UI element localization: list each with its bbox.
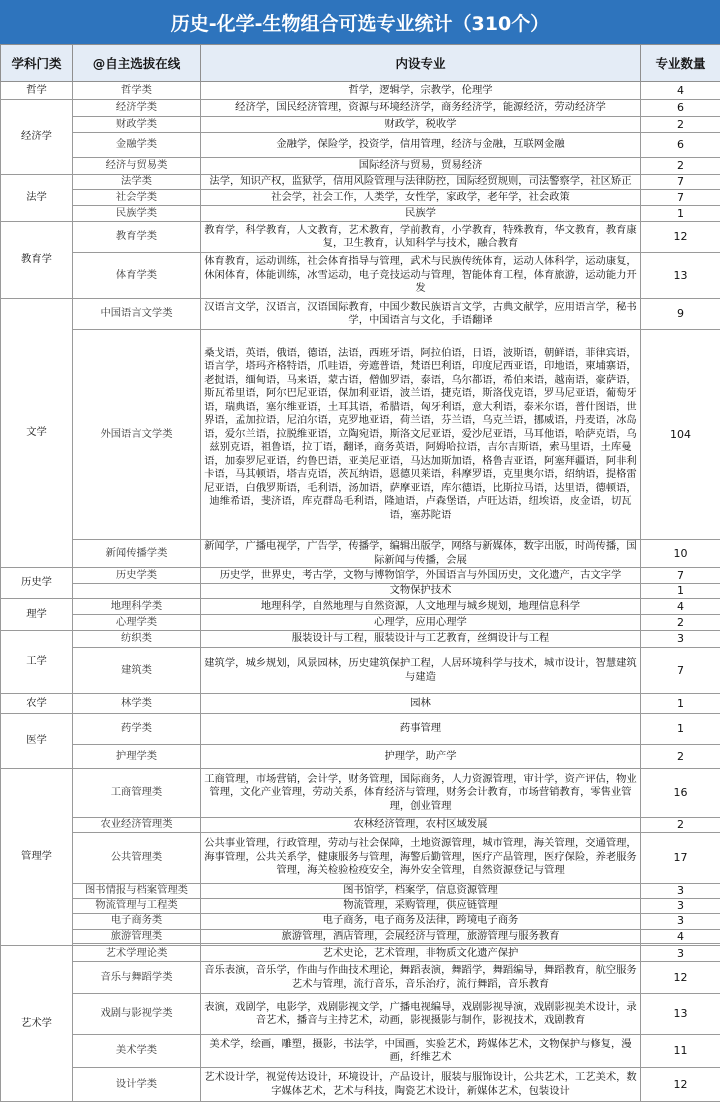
majors-cell: 农林经济管理，农村区域发展 xyxy=(201,818,641,833)
majors-cell: 桑戈语，英语，俄语，德语，法语，西班牙语，阿拉伯语，日语，波斯语，朝鲜语，菲律宾语，语言学，塔玛齐格特语，爪哇语，旁遮普语，梵语巴利语，印度尼西亚语，印地语，柬埔寨语，老挝语，缅甸语，马来语，蒙古语，僧伽罗语，泰语，乌尔都语，希伯来语，越南语，豪萨语，斯瓦希里语，阿尔巴尼亚语，保加利亚语，波兰语，捷克语，斯洛伐克语，罗马尼亚语，葡萄牙语，瑞典语，塞尔维亚语，土耳其语，希腊语，匈牙利语，意大利语，泰米尔语，普什图语，世界语，孟加拉语，尼泊尔语，克罗地亚语，荷兰语，芬兰语，乌克兰语，挪威语，丹麦语，冰岛语，爱尔兰语，拉脱维亚语，立陶宛语，斯洛文尼亚语，爱沙尼亚语，马耳他语，哈萨克语，乌兹别克语，祖鲁语，拉丁语，翻译，商务英语，阿姆哈拉语，吉尔吉斯语，索马里语，土库曼语，加泰罗尼亚语，约鲁巴语，亚美尼亚语，马达加斯加语，格鲁吉亚语，阿塞拜疆语，阿非利卡语，马其顿语，塔吉克语，茨瓦纳语，恩德贝莱语，科摩罗语，克里奥尔语，绍纳语，提格雷尼亚语，白俄罗斯语，毛利语，汤加语，萨摩亚语，库尔德语，比斯拉马语，达里语，德顿语，迪维希语，斐济语，库克群岛毛利语，隆迪语，卢森堡语，卢旺达语，纽埃语，皮金语，切瓦语，塞苏陀语 xyxy=(201,330,641,540)
table-row xyxy=(1,540,720,568)
count-cell: 3 xyxy=(641,946,720,962)
subcategory-cell: 新闻传播学类 xyxy=(73,540,201,568)
table-row xyxy=(1,100,720,117)
majors-cell: 历史学，世界史，考古学，文物与博物馆学，外国语言与外国历史，文化遗产，古文字学 xyxy=(201,568,641,584)
table-row xyxy=(1,599,720,615)
table-row xyxy=(1,82,720,100)
table-row xyxy=(1,714,720,745)
subcategory-cell: 美术学类 xyxy=(73,1035,201,1068)
count-cell: 1 xyxy=(641,694,720,714)
majors-cell: 物流管理，采购管理，供应链管理 xyxy=(201,898,641,913)
majors-cell: 法学，知识产权，监狱学，信用风险管理与法律防控，国际经贸规则，司法警察学，社区矫正 xyxy=(201,175,641,190)
subcategory-cell: 中国语言文学类 xyxy=(73,299,201,330)
majors-cell: 哲学，逻辑学，宗教学，伦理学 xyxy=(201,82,641,100)
discipline-cell: 经济学 xyxy=(1,100,73,175)
majors-cell: 社会学，社会工作，人类学，女性学，家政学，老年学，社会政策 xyxy=(201,190,641,206)
count-cell: 4 xyxy=(641,929,720,944)
header-discipline: 学科门类 xyxy=(1,45,73,82)
table-row xyxy=(1,962,720,994)
table-row xyxy=(1,190,720,206)
table-row xyxy=(1,584,720,599)
table-row xyxy=(1,694,720,714)
count-cell: 3 xyxy=(641,913,720,929)
subcategory-cell: 社会学类 xyxy=(73,190,201,206)
table-row xyxy=(1,883,720,898)
discipline-cell: 农学 xyxy=(1,694,73,714)
subcategory-cell: 历史学类 xyxy=(73,568,201,584)
discipline-cell: 教育学 xyxy=(1,222,73,299)
table-row xyxy=(1,898,720,913)
count-cell: 12 xyxy=(641,1068,720,1102)
majors-cell: 表演，戏剧学，电影学，戏剧影视文学，广播电视编导，戏剧影视导演，戏剧影视美术设计，录音艺术，播音与主持艺术，动画，影视摄影与制作，影视技术，戏剧教育 xyxy=(201,994,641,1035)
majors-cell: 药事管理 xyxy=(201,714,641,745)
majors-cell: 财政学，税收学 xyxy=(201,117,641,133)
discipline-cell: 法学 xyxy=(1,175,73,222)
majors-cell: 地理科学，自然地理与自然资源，人文地理与城乡规划，地理信息科学 xyxy=(201,599,641,615)
discipline-cell: 艺术学 xyxy=(1,946,73,1102)
subcategory-cell: 药学类 xyxy=(73,714,201,745)
table-row xyxy=(1,631,720,648)
table-row xyxy=(1,818,720,833)
count-cell: 2 xyxy=(641,615,720,631)
majors-cell: 民族学 xyxy=(201,206,641,222)
count-cell: 3 xyxy=(641,883,720,898)
count-cell: 7 xyxy=(641,175,720,190)
majors-cell: 体育教育，运动训练，社会体育指导与管理，武术与民族传统体育，运动人体科学，运动康复，休闲体育，体能训练，冰雪运动，电子竞技运动与管理，智能体育工程，体育旅游，运动能力开发 xyxy=(201,253,641,299)
table-row xyxy=(1,133,720,158)
count-cell: 9 xyxy=(641,299,720,330)
subcategory-cell: 地理科学类 xyxy=(73,599,201,615)
count-cell: 6 xyxy=(641,100,720,117)
majors-cell: 旅游管理，酒店管理，会展经济与管理，旅游管理与服务教育 xyxy=(201,929,641,944)
subcategory-cell: 体育学类 xyxy=(73,253,201,299)
table-row xyxy=(1,330,720,540)
subcategory-cell: 林学类 xyxy=(73,694,201,714)
header-count: 专业数量 xyxy=(641,45,720,82)
count-cell: 10 xyxy=(641,540,720,568)
majors-cell: 新闻学，广播电视学，广告学，传播学，编辑出版学，网络与新媒体，数字出版，时尚传播，国际新闻与传播，会展 xyxy=(201,540,641,568)
count-cell: 11 xyxy=(641,1035,720,1068)
discipline-cell: 管理学 xyxy=(1,769,73,946)
subcategory-cell: 法学类 xyxy=(73,175,201,190)
discipline-cell: 历史学 xyxy=(1,568,73,599)
count-cell: 4 xyxy=(641,82,720,100)
subcategory-cell: 纺织类 xyxy=(73,631,201,648)
count-cell: 3 xyxy=(641,898,720,913)
majors-cell: 金融学，保险学，投资学，信用管理，经济与金融，互联网金融 xyxy=(201,133,641,158)
majors-cell: 电子商务，电子商务及法律，跨境电子商务 xyxy=(201,913,641,929)
count-cell: 6 xyxy=(641,133,720,158)
subcategory-cell: 艺术学理论类 xyxy=(73,946,201,962)
subcategory-cell: 外国语言文学类 xyxy=(73,330,201,540)
count-cell: 17 xyxy=(641,832,720,883)
count-cell: 1 xyxy=(641,206,720,222)
subcategory-cell: 护理学类 xyxy=(73,745,201,769)
subcategory-cell: 民族学类 xyxy=(73,206,201,222)
majors-cell: 教育学，科学教育，人文教育，艺术教育，学前教育，小学教育，特殊教育，华文教育，教育康复，卫生教育，认知科学与技术，融合教育 xyxy=(201,222,641,253)
majors-cell: 工商管理，市场营销，会计学，财务管理，国际商务，人力资源管理，审计学，资产评估，物业管理，文化产业管理，劳动关系，体育经济与管理，财务会计教育，市场营销教育，零售业管理，创业管理 xyxy=(201,769,641,818)
count-cell: 1 xyxy=(641,584,720,599)
majors-cell: 图书馆学，档案学，信息资源管理 xyxy=(201,883,641,898)
table-row xyxy=(1,206,720,222)
header-majors: 内设专业 xyxy=(201,45,641,82)
count-cell: 2 xyxy=(641,745,720,769)
count-cell: 13 xyxy=(641,994,720,1035)
subcategory-cell: 心理学类 xyxy=(73,615,201,631)
subcategory-cell: 工商管理类 xyxy=(73,769,201,818)
majors-cell: 文物保护技术 xyxy=(201,584,641,599)
table-row xyxy=(1,994,720,1035)
majors-cell: 心理学，应用心理学 xyxy=(201,615,641,631)
majors-cell: 护理学，助产学 xyxy=(201,745,641,769)
count-cell: 7 xyxy=(641,568,720,584)
subcategory-cell: 哲学类 xyxy=(73,82,201,100)
table-row xyxy=(1,946,720,962)
subcategory-cell: 物流管理与工程类 xyxy=(73,898,201,913)
count-cell: 3 xyxy=(641,631,720,648)
subcategory-cell: 图书情报与档案管理类 xyxy=(73,883,201,898)
subcategory-cell: 金融学类 xyxy=(73,133,201,158)
table-row xyxy=(1,929,720,944)
subcategory-cell: 音乐与舞蹈学类 xyxy=(73,962,201,994)
count-cell: 104 xyxy=(641,330,720,540)
majors-cell: 汉语言文学，汉语言，汉语国际教育，中国少数民族语言文学，古典文献学，应用语言学，秘书学，中国语言与文化，手语翻译 xyxy=(201,299,641,330)
table-row xyxy=(1,1035,720,1068)
count-cell: 16 xyxy=(641,769,720,818)
table-row xyxy=(1,1068,720,1102)
discipline-cell: 工学 xyxy=(1,631,73,694)
table-row xyxy=(1,158,720,175)
table-row xyxy=(1,913,720,929)
count-cell: 12 xyxy=(641,962,720,994)
major-statistics-table xyxy=(0,44,720,1102)
table-row xyxy=(1,117,720,133)
discipline-cell: 理学 xyxy=(1,599,73,631)
table-row xyxy=(1,615,720,631)
subcategory-cell: 教育学类 xyxy=(73,222,201,253)
majors-cell: 艺术设计学，视觉传达设计，环境设计，产品设计，服装与服饰设计，公共艺术，工艺美术，数字媒体艺术，艺术与科技，陶瓷艺术设计，新媒体艺术，包装设计 xyxy=(201,1068,641,1102)
majors-cell: 音乐表演，音乐学，作曲与作曲技术理论，舞蹈表演，舞蹈学，舞蹈编导，舞蹈教育，航空服务艺术与管理，流行音乐，音乐治疗，流行舞蹈，音乐教育 xyxy=(201,962,641,994)
subcategory-cell: 农业经济管理类 xyxy=(73,818,201,833)
table-row xyxy=(1,175,720,190)
majors-cell: 国际经济与贸易，贸易经济 xyxy=(201,158,641,175)
majors-cell: 公共事业管理，行政管理，劳动与社会保障，土地资源管理，城市管理，海关管理，交通管理，海事管理，公共关系学，健康服务与管理，海警后勤管理，医疗产品管理，医疗保险，养老服务管理，海关检验检疫安全，海外安全管理，自然资源登记与管理 xyxy=(201,832,641,883)
count-cell: 7 xyxy=(641,648,720,694)
subcategory-cell: 建筑类 xyxy=(73,648,201,694)
table-row xyxy=(1,769,720,818)
subcategory-cell: 戏剧与影视学类 xyxy=(73,994,201,1035)
majors-cell: 园林 xyxy=(201,694,641,714)
subcategory-cell: 公共管理类 xyxy=(73,832,201,883)
table-row xyxy=(1,832,720,883)
count-cell: 2 xyxy=(641,818,720,833)
count-cell: 13 xyxy=(641,253,720,299)
page-title: 历史-化学-生物组合可选专业统计（310个） xyxy=(0,0,720,44)
subcategory-cell: 经济学类 xyxy=(73,100,201,117)
subcategory-cell: 财政学类 xyxy=(73,117,201,133)
table-row xyxy=(1,253,720,299)
majors-cell: 经济学，国民经济管理，资源与环境经济学，商务经济学，能源经济，劳动经济学 xyxy=(201,100,641,117)
count-cell: 4 xyxy=(641,599,720,615)
table-row xyxy=(1,222,720,253)
subcategory-cell: 旅游管理类 xyxy=(73,929,201,944)
table-row xyxy=(1,648,720,694)
header-watermark: @自主选拔在线 xyxy=(73,45,201,82)
discipline-cell: 哲学 xyxy=(1,82,73,100)
table-row xyxy=(1,568,720,584)
majors-cell: 建筑学，城乡规划，风景园林，历史建筑保护工程，人居环境科学与技术，城市设计，智慧建筑与建造 xyxy=(201,648,641,694)
count-cell: 2 xyxy=(641,158,720,175)
count-cell: 1 xyxy=(641,714,720,745)
table-row xyxy=(1,299,720,330)
majors-cell: 艺术史论，艺术管理，非物质文化遗产保护 xyxy=(201,946,641,962)
majors-cell: 美术学，绘画，雕塑，摄影，书法学，中国画，实验艺术，跨媒体艺术，文物保护与修复，漫画，纤维艺术 xyxy=(201,1035,641,1068)
subcategory-cell xyxy=(73,584,201,599)
count-cell: 12 xyxy=(641,222,720,253)
subcategory-cell: 电子商务类 xyxy=(73,913,201,929)
count-cell: 7 xyxy=(641,190,720,206)
table-row xyxy=(1,745,720,769)
subcategory-cell: 经济与贸易类 xyxy=(73,158,201,175)
discipline-cell: 医学 xyxy=(1,714,73,769)
count-cell: 2 xyxy=(641,117,720,133)
discipline-cell: 文学 xyxy=(1,299,73,568)
table-header-row xyxy=(1,45,720,82)
majors-cell: 服装设计与工程，服装设计与工艺教育，丝绸设计与工程 xyxy=(201,631,641,648)
subcategory-cell: 设计学类 xyxy=(73,1068,201,1102)
